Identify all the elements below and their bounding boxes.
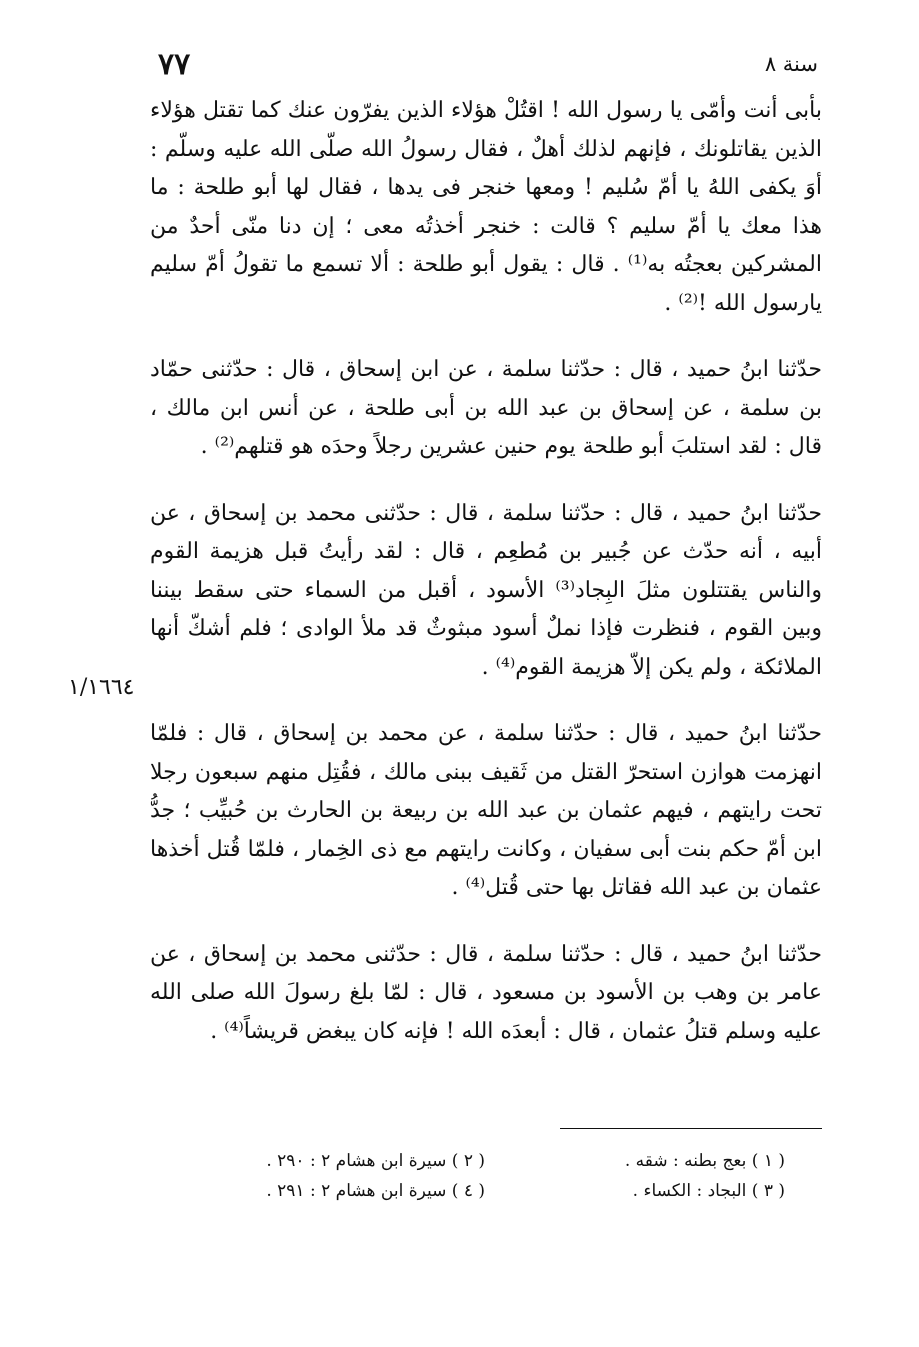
- footnote-1: ( ١ ) بعج بطنه : شقه .: [624, 1151, 785, 1171]
- paragraph-4: حدّثنا ابنُ حميد ، قال : حدّثنا سلمة ، عن محمد بن إسحاق ، قال : فلمّا انهزمت هوازن استحرّ القتل من ثَقيف ببنى مالك ، فقُتِل منهم سبعون رجلا تحت رايتهم ، فيهم عثمان بن عبد الله بن ربيعة بن الحارث بن حُبيِّب ؛ جدُّ ابن أمّ حكم بنت أبى سفيان ، وكانت رايتهم مع ذى الخِمار ، فلمّا قُتل أخذها عثمان بن عبد الله فقاتل بها حتى قُتل⁽⁴⁾ .: [150, 721, 822, 900]
- paragraph-1: بأبى أنت وأمّى يا رسول الله ! اقتُلْ هؤلاء الذين يفرّون عنك كما تقتل هؤلاء الذين يقاتلونك ، فإنهم لذلك أهلٌ ، فقال رسولُ الله صلّى الله عليه وسلّم : أوَ يكفى اللهُ يا أمّ سُليم ! ومعها خنجر فى يدها ، فقال لها أبو طلحة : ما هذا معك يا أمّ سليم ؟ قالت : خنجر أخذتُه معى ؛ إن دنا منّى أحدٌ من المشركين بعجتُه به⁽¹⁾ . قال : يقول أبو طلحة : ألا تسمع ما تقولُ أمّ سليم يارسول الله !⁽²⁾ .: [150, 98, 823, 316]
- paragraph-5: حدّثنا ابنُ حميد ، قال : حدّثنا سلمة ، قال : حدّثنى محمد بن إسحاق ، عن عامر بن وهب بن الأسود بن مسعود ، قال : لمّا بلغ رسولَ الله صلى الله عليه وسلم قتلُ عثمان ، قال : أبعدَه الله ! فإنه كان يبغض قريشاً⁽⁴⁾ .: [150, 941, 822, 1044]
- footnote-2: ( ٢ ) سيرة ابن هشام ٢ : ٢٩٠ .: [266, 1151, 485, 1171]
- footnotes: [245, 1146, 785, 1206]
- page-header: [158, 44, 818, 84]
- footnote-4: ( ٤ ) سيرة ابن هشام ٢ : ٢٩١ .: [266, 1181, 485, 1201]
- footnote-divider: [560, 1128, 822, 1129]
- running-head: سنة ٨: [764, 52, 818, 76]
- paragraph-3: حدّثنا ابنُ حميد ، قال : حدّثنا سلمة ، قال : حدّثنى محمد بن إسحاق ، عن أبيه ، أنه حدّث عن جُبير بن مُطعِم ، قال : لقد رأيتُ قبل هزيمة القوم والناس يقتتلون مثلَ البِجاد⁽³⁾ الأسود ، أقبل من السماء حتى سقط بيننا وبين القوم ، فنظرت فإذا نملٌ أسود مبثوثٌ قد ملأ الوادى ؛ فلم أشكّ أنها الملائكة ، ولم يكن إلاّ هزيمة القوم⁽⁴⁾ .: [150, 500, 823, 680]
- margin-reference: ١/١٦٦٤: [68, 675, 135, 700]
- footnote-3: ( ٣ ) البجاد : الكساء .: [632, 1181, 785, 1201]
- body-text: [150, 92, 822, 1079]
- paragraph-2: حدّثنا ابنُ حميد ، قال : حدّثنا سلمة ، عن ابن إسحاق ، قال : حدّثنى حمّاد بن سلمة ، عن إسحاق بن عبد الله بن أبى طلحة ، عن أنس ابن مالك ، قال : لقد استلبَ أبو طلحة يوم حنين عشرين رجلاً وحدَه هو قتلهم⁽²⁾ .: [150, 357, 822, 459]
- page-number: ٧٧: [158, 46, 191, 82]
